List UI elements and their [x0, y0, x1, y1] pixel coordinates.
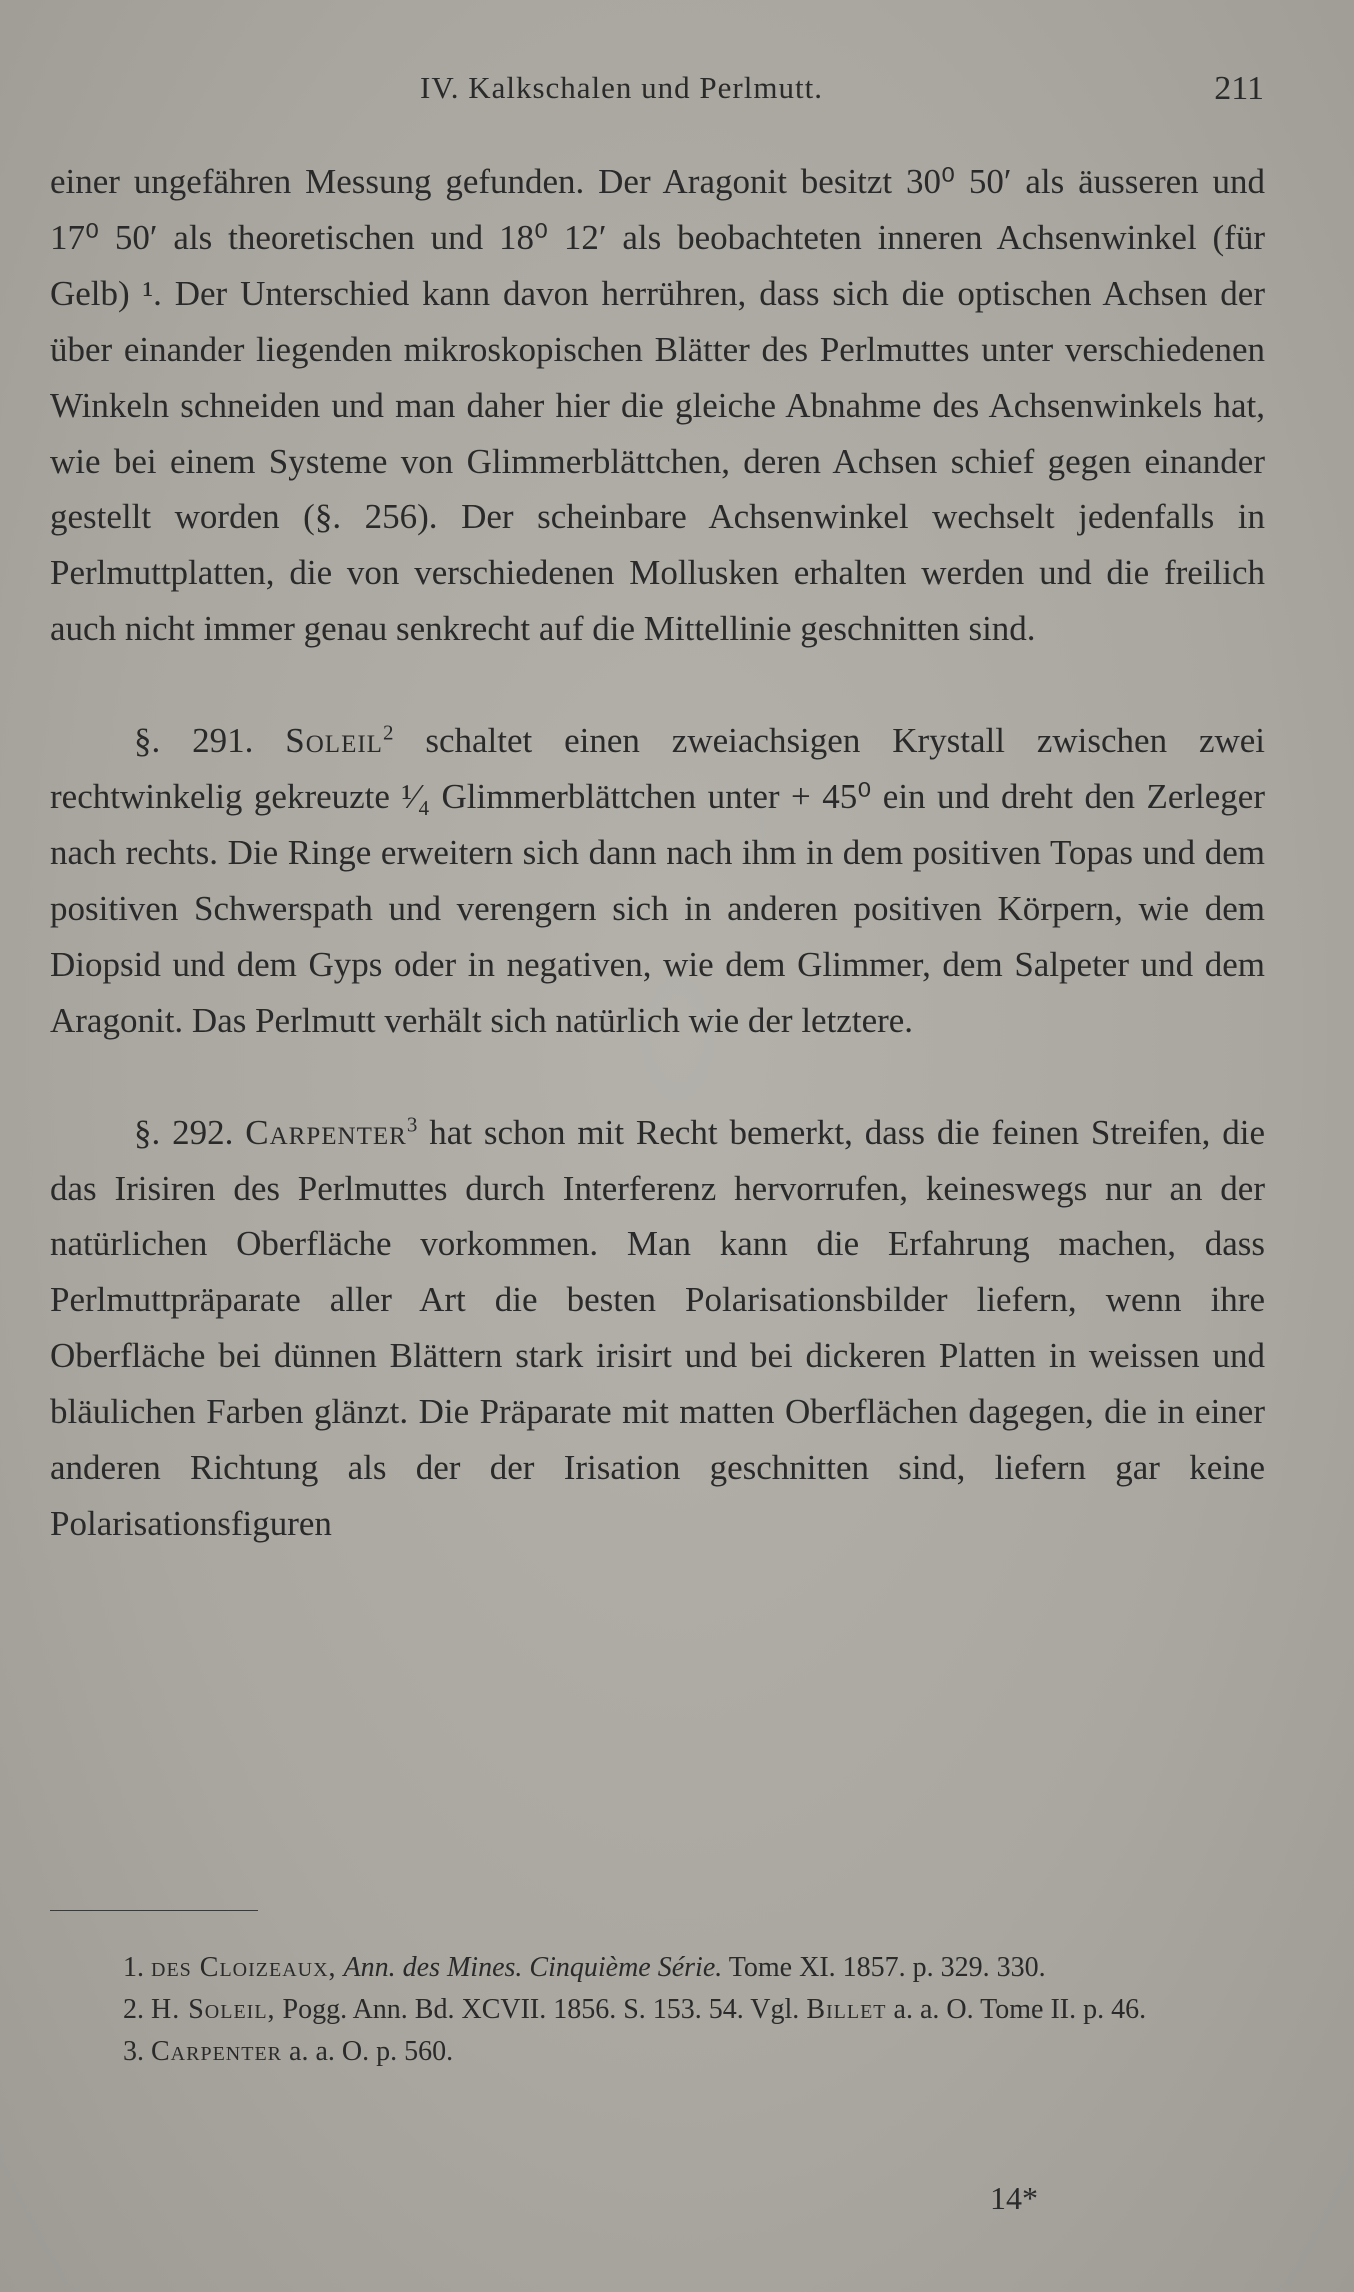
footnote-journal: Ann. des Mines. — [343, 1952, 523, 1983]
footnote-3 — [48, 2031, 1266, 2073]
footnote-reference: Tome XI. 1857. p. 329. 330. — [728, 1952, 1046, 1983]
footnote-number: 3. — [123, 2036, 144, 2067]
footnotes — [48, 1947, 1266, 2073]
footnote-ref: 3 — [406, 1111, 418, 1136]
footnote-reference: Pogg. Ann. Bd. XCVII. 1856. S. 153. 54. Vgl. — [282, 1994, 800, 2025]
section-number: §. 292. — [134, 1112, 234, 1152]
paragraph-section-291 — [50, 713, 1265, 1048]
main-text — [50, 154, 1265, 1552]
signature-mark: 14* — [990, 2180, 1038, 2216]
author-name: Soleil — [285, 721, 383, 761]
footnote-number: 1. — [123, 1952, 144, 1983]
running-head: IV. Kalkschalen und Perlmutt. — [420, 70, 823, 105]
footnote-author: Billet — [806, 1994, 887, 2025]
page-number: 211 — [1214, 70, 1264, 107]
footnote-divider — [50, 1910, 258, 1911]
footnote-1 — [48, 1947, 1266, 1989]
paragraph-text: hat schon mit Recht bemerkt, dass die feinen Streifen, die das Irisiren des Perlmuttes durch Interferenz hervorrufen, keineswegs nur an der natürlichen Oberfläche vorkommen. Man kann die Erfahrung machen, dass Perlmuttpräparate aller Art die besten Polarisationsbilder liefern, wenn ihre Oberfläche bei dünnen Blättern stark irisirt und bei dickeren Platten in weissen und bläulichen Farben glänzt. Die Präparate mit matten Oberflächen dagegen, die in einer anderen Richtung als der der Irisation geschnitten sind, liefern gar keine Polarisationsfiguren — [50, 1112, 1266, 1543]
footnote-number: 2. — [123, 1994, 144, 2025]
paragraph-section-292 — [50, 1105, 1265, 1552]
footnote-author: des Cloizeaux, — [151, 1952, 337, 1983]
paragraph-text: schaltet einen zweiachsigen Krystall zwischen zwei rechtwinkelig gekreuzte ¹⁄₄ Glimmerblättchen unter + 45⁰ ein und dreht den Zerleger nach rechts. Die Ringe erweitern sich dann nach ihm in dem positiven Topas und dem positiven Schwerspath und verengern sich in anderen positiven Körpern, wie dem Diopsid und dem Gyps oder in negativen, wie dem Glimmer, dem Salpeter und dem Aragonit. Das Perlmutt verhält sich natürlich wie der letztere. — [50, 721, 1266, 1040]
author-name: Carpenter — [245, 1112, 407, 1152]
footnote-author: Carpenter — [151, 2036, 283, 2067]
footnote-reference: a. a. O. Tome II. p. 46. — [893, 1994, 1147, 2025]
footnote-series: Cinquième Série. — [529, 1952, 723, 1983]
page-header — [0, 70, 1354, 120]
section-number: §. 291. — [134, 721, 254, 761]
footnote-2 — [48, 1989, 1266, 2031]
footnote-ref: 2 — [382, 720, 394, 745]
paragraph-1: einer ungefähren Messung gefunden. Der Aragonit besitzt 30⁰ 50′ als äusseren und 17⁰ 50′ als theoretischen und 18⁰ 12′ als beobachteten inneren Achsenwinkel (für Gelb) ¹. Der Unterschied kann davon herrühren, dass sich die optischen Achsen der über einander liegenden mikroskopischen Blätter des Perlmuttes unter verschiedenen Winkeln schneiden und man daher hier die gleiche Abnahme des Achsenwinkels hat, wie bei einem Systeme von Glimmerblättchen, deren Achsen schief gegen einander gestellt worden (§. 256). Der scheinbare Achsenwinkel wechselt jedenfalls in Perlmuttplatten, die von verschiedenen Mollusken erhalten werden und die freilich auch nicht immer genau senkrecht auf die Mittellinie geschnitten sind. — [50, 162, 1265, 649]
footnote-author: H. Soleil, — [151, 1994, 276, 2025]
footnote-reference: a. a. O. p. 560. — [289, 2036, 454, 2067]
